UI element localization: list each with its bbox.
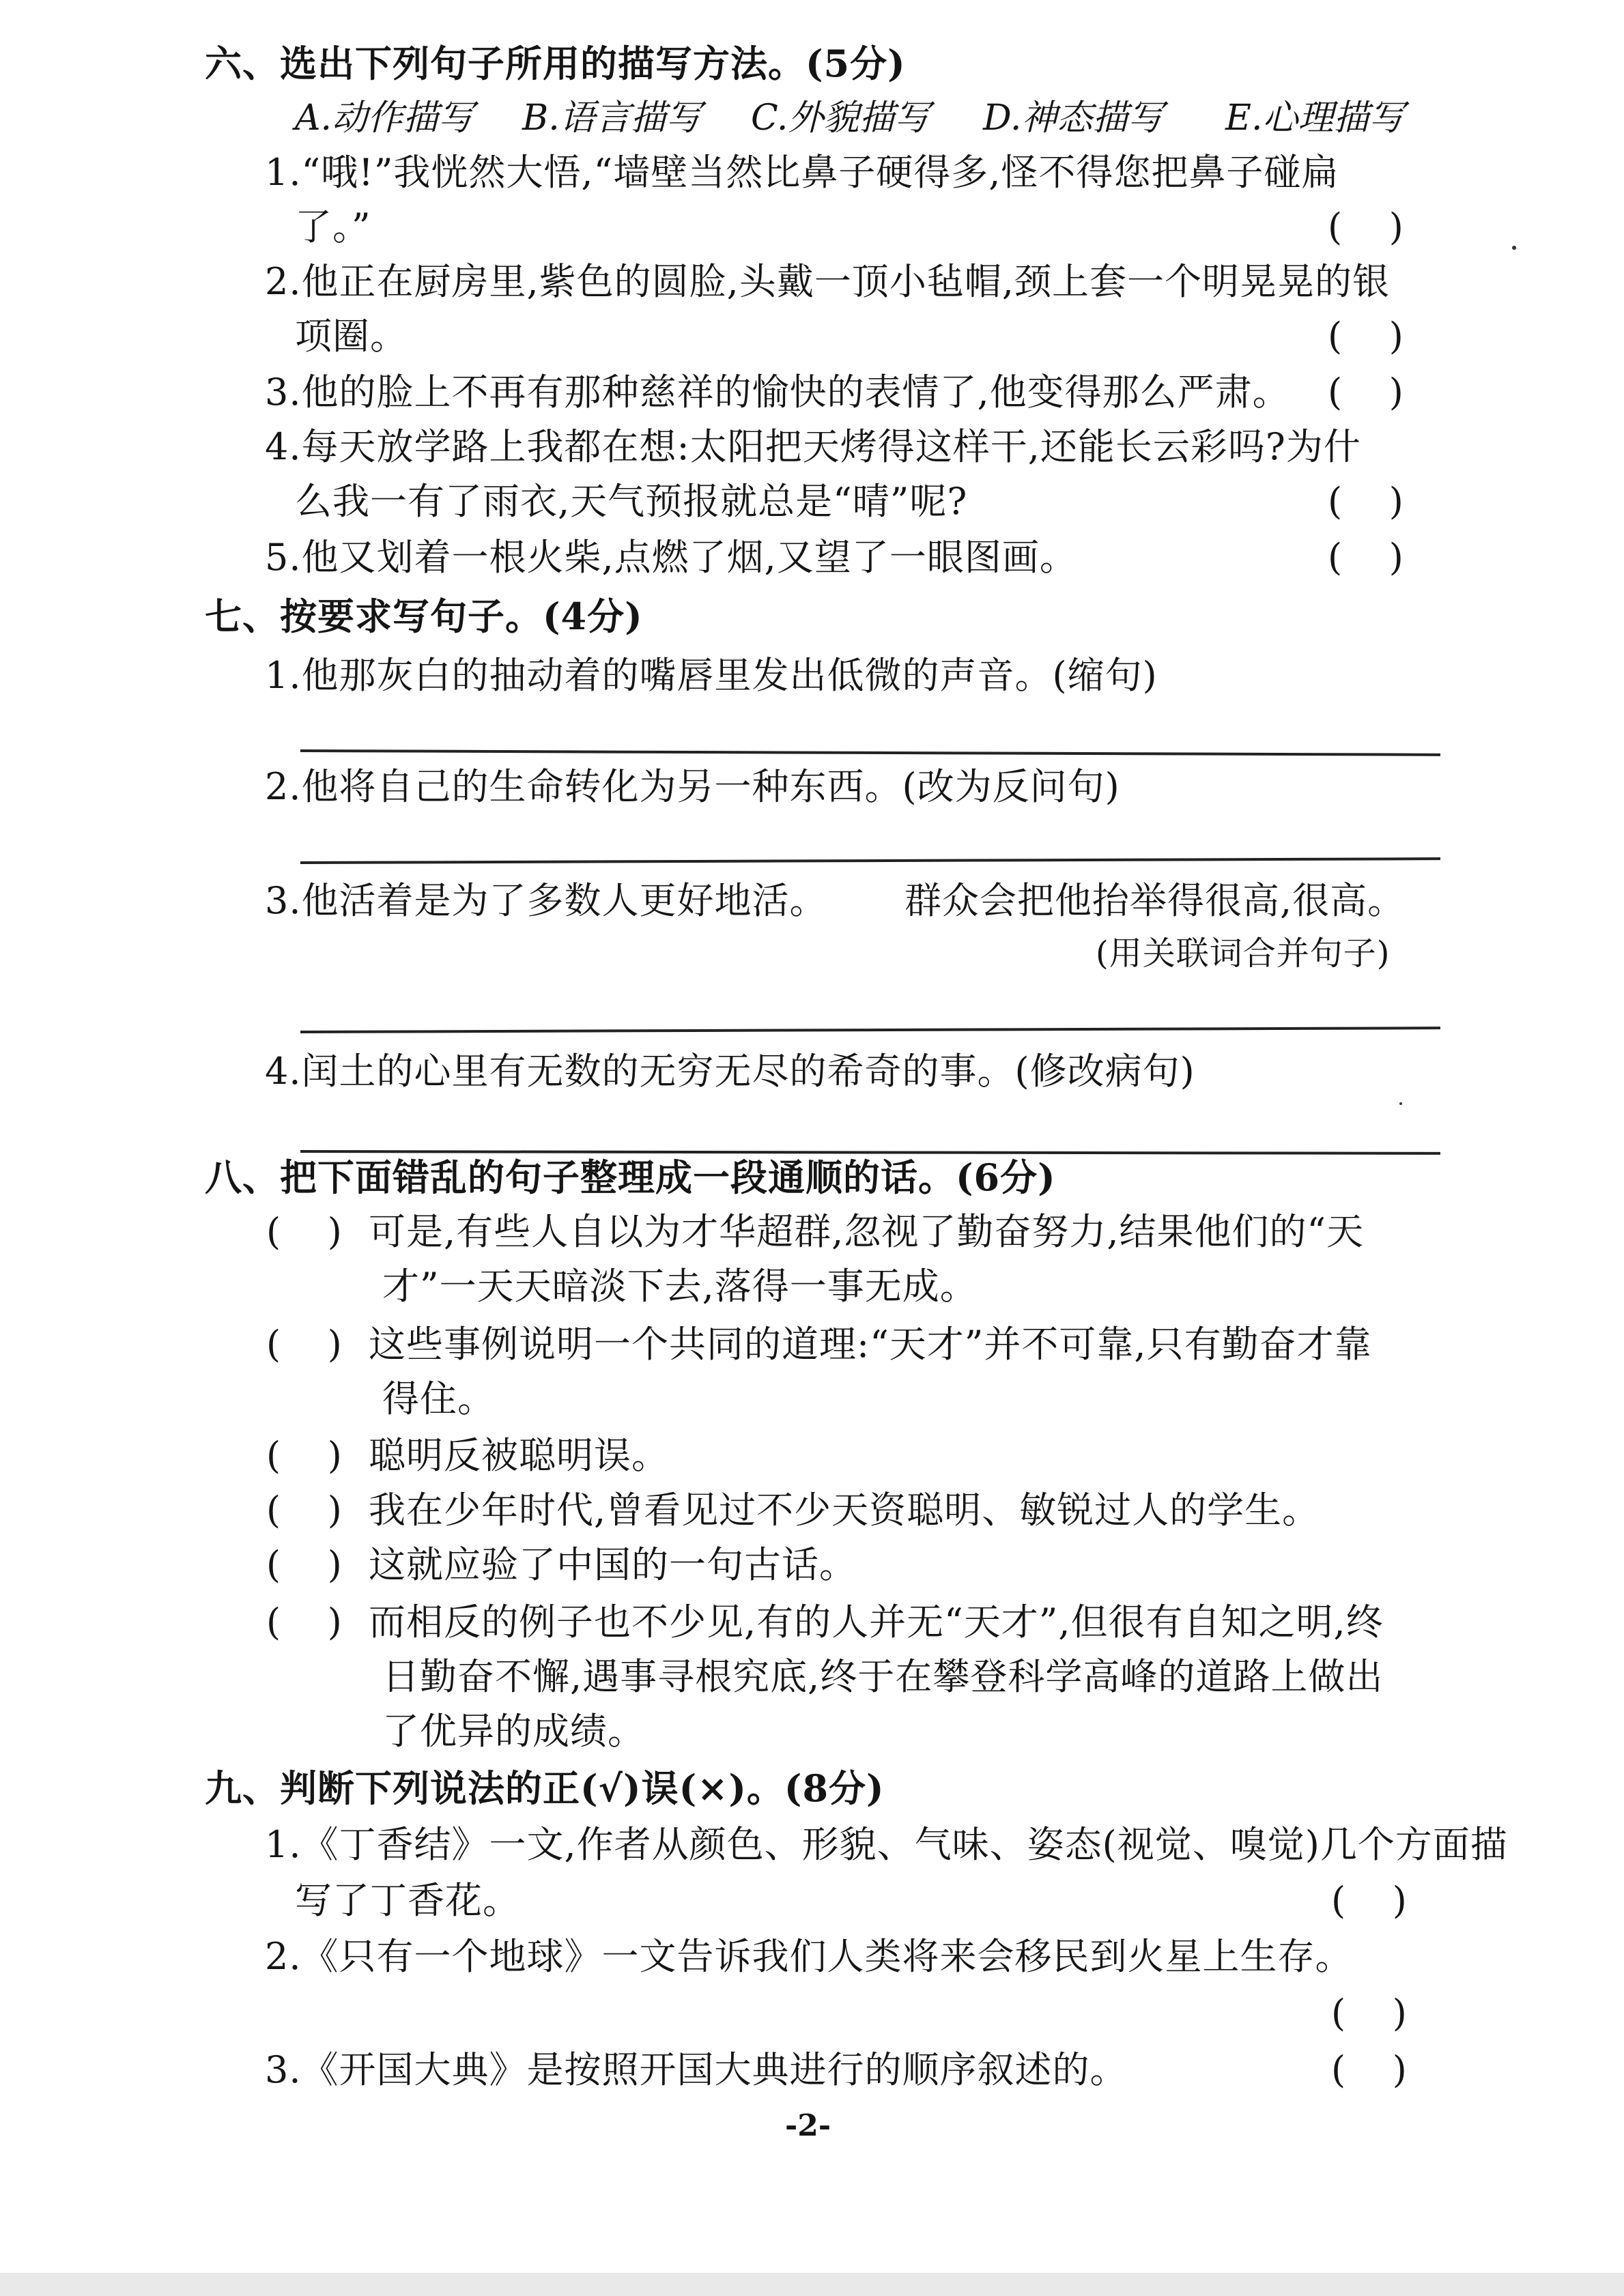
s8-order-blank-4[interactable]: ( ) bbox=[266, 1489, 342, 1532]
s7-answer-line-3[interactable] bbox=[300, 1027, 1440, 1033]
s8-order-blank-1[interactable]: ( ) bbox=[266, 1210, 342, 1253]
scan-speck bbox=[1399, 1102, 1402, 1105]
s7-question-4: 4.闰土的心里有无数的无穷无尽的希奇的事。(修改病句) bbox=[265, 1050, 1195, 1093]
scan-speck bbox=[1512, 246, 1516, 250]
scan-bottom-edge bbox=[0, 2273, 1624, 2296]
s6-question-1-line1: 1.“哦!”我恍然大悟,“墙壁当然比鼻子硬得多,怪不得您把鼻子碰扁 bbox=[265, 151, 1339, 194]
option-b: B.语言描写 bbox=[522, 98, 702, 139]
s9-answer-blank-3[interactable]: ( ) bbox=[1331, 2048, 1407, 2091]
s8-order-blank-5[interactable]: ( ) bbox=[266, 1543, 342, 1586]
s9-question-1-line1: 1.《丁香结》一文,作者从颜色、形貌、气味、姿态(视觉、嗅觉)几个方面描 bbox=[265, 1823, 1508, 1866]
s8-sentence-3: 聪明反被聪明误。 bbox=[369, 1434, 669, 1477]
s7-question-3a: 3.他活着是为了多数人更好地活。 bbox=[265, 879, 827, 922]
s9-question-2: 2.《只有一个地球》一文告诉我们人类将来会移民到火星上生存。 bbox=[265, 1935, 1353, 1978]
s8-sentence-1-line1: 可是,有些人自以为才华超群,忽视了勤奋努力,结果他们的“天 bbox=[369, 1210, 1365, 1253]
s8-sentence-6-line2: 日勤奋不懈,遇事寻根究底,终于在攀登科学高峰的道路上做出 bbox=[382, 1655, 1384, 1698]
s6-question-2-line2: 项圈。 bbox=[295, 315, 408, 358]
s8-sentence-4: 我在少年时代,曾看见过不少天资聪明、敏锐过人的学生。 bbox=[369, 1489, 1320, 1532]
section-7-title: 七、按要求写句子。(4分) bbox=[205, 594, 643, 638]
option-e: E.心理描写 bbox=[1225, 98, 1405, 139]
s8-order-blank-2[interactable]: ( ) bbox=[266, 1323, 342, 1366]
s7-question-2: 2.他将自己的生命转化为另一种东西。(改为反问句) bbox=[265, 765, 1120, 808]
section-6-title: 六、选出下列句子所用的描写方法。(5分) bbox=[205, 42, 906, 85]
s8-order-blank-6[interactable]: ( ) bbox=[266, 1601, 342, 1644]
s6-answer-blank-5[interactable]: ( ) bbox=[1328, 536, 1404, 579]
s8-sentence-2-line1: 这些事例说明一个共同的道理:“天才”并不可靠,只有勤奋才靠 bbox=[369, 1323, 1372, 1366]
s7-question-3b: 群众会把他抬举得很高,很高。 bbox=[904, 879, 1406, 922]
s9-question-1-line2: 写了丁香花。 bbox=[295, 1879, 520, 1922]
s8-sentence-6-line1: 而相反的例子也不少见,有的人并无“天才”,但很有自知之明,终 bbox=[369, 1601, 1384, 1644]
s6-answer-blank-2[interactable]: ( ) bbox=[1328, 315, 1404, 358]
s8-order-blank-3[interactable]: ( ) bbox=[266, 1434, 342, 1477]
section-8-title: 八、把下面错乱的句子整理成一段通顺的话。(6分) bbox=[205, 1156, 1056, 1199]
s7-answer-line-2[interactable] bbox=[300, 857, 1440, 864]
s7-question-3-instruction: (用关联词合并句子) bbox=[1096, 934, 1391, 973]
s6-question-4-line1: 4.每天放学路上我都在想:太阳把天烤得这样干,还能长云彩吗?为什 bbox=[265, 425, 1361, 468]
s6-answer-blank-1[interactable]: ( ) bbox=[1328, 205, 1404, 248]
page-number: -2- bbox=[785, 2108, 831, 2143]
s6-question-3: 3.他的脸上不再有那种慈祥的愉快的表情了,他变得那么严肃。 bbox=[265, 371, 1290, 414]
s6-question-1-line2: 了。” bbox=[295, 205, 371, 248]
s8-sentence-1-line2: 才”一天天暗淡下去,落得一事无成。 bbox=[382, 1265, 978, 1308]
s8-sentence-5: 这就应验了中国的一句古话。 bbox=[369, 1543, 857, 1586]
s6-answer-blank-3[interactable]: ( ) bbox=[1328, 371, 1404, 414]
s8-sentence-2-line2: 得住。 bbox=[382, 1377, 495, 1420]
s6-question-4-line2: 么我一有了雨衣,天气预报就总是“晴”呢? bbox=[295, 480, 968, 523]
s9-question-3: 3.《开国大典》是按照开国大典进行的顺序叙述的。 bbox=[265, 2048, 1128, 2091]
s6-question-5: 5.他又划着一根火柴,点燃了烟,又望了一眼图画。 bbox=[265, 536, 1077, 579]
s6-question-2-line1: 2.他正在厨房里,紫色的圆脸,头戴一顶小毡帽,颈上套一个明晃晃的银 bbox=[265, 260, 1391, 303]
s7-question-1: 1.他那灰白的抽动着的嘴唇里发出低微的声音。(缩句) bbox=[265, 654, 1158, 697]
s9-answer-blank-2[interactable]: ( ) bbox=[1331, 1992, 1407, 2035]
section-9-title: 九、判断下列说法的正(√)误(×)。(8分) bbox=[205, 1766, 885, 1810]
option-c: C.外貌描写 bbox=[751, 98, 930, 139]
s8-sentence-6-line3: 了优异的成绩。 bbox=[382, 1710, 645, 1753]
option-d: D.神态描写 bbox=[983, 98, 1164, 139]
s6-answer-blank-4[interactable]: ( ) bbox=[1328, 480, 1404, 523]
s9-answer-blank-1[interactable]: ( ) bbox=[1331, 1879, 1407, 1922]
option-a: A.动作描写 bbox=[295, 98, 474, 139]
s7-answer-line-1[interactable] bbox=[300, 749, 1440, 756]
